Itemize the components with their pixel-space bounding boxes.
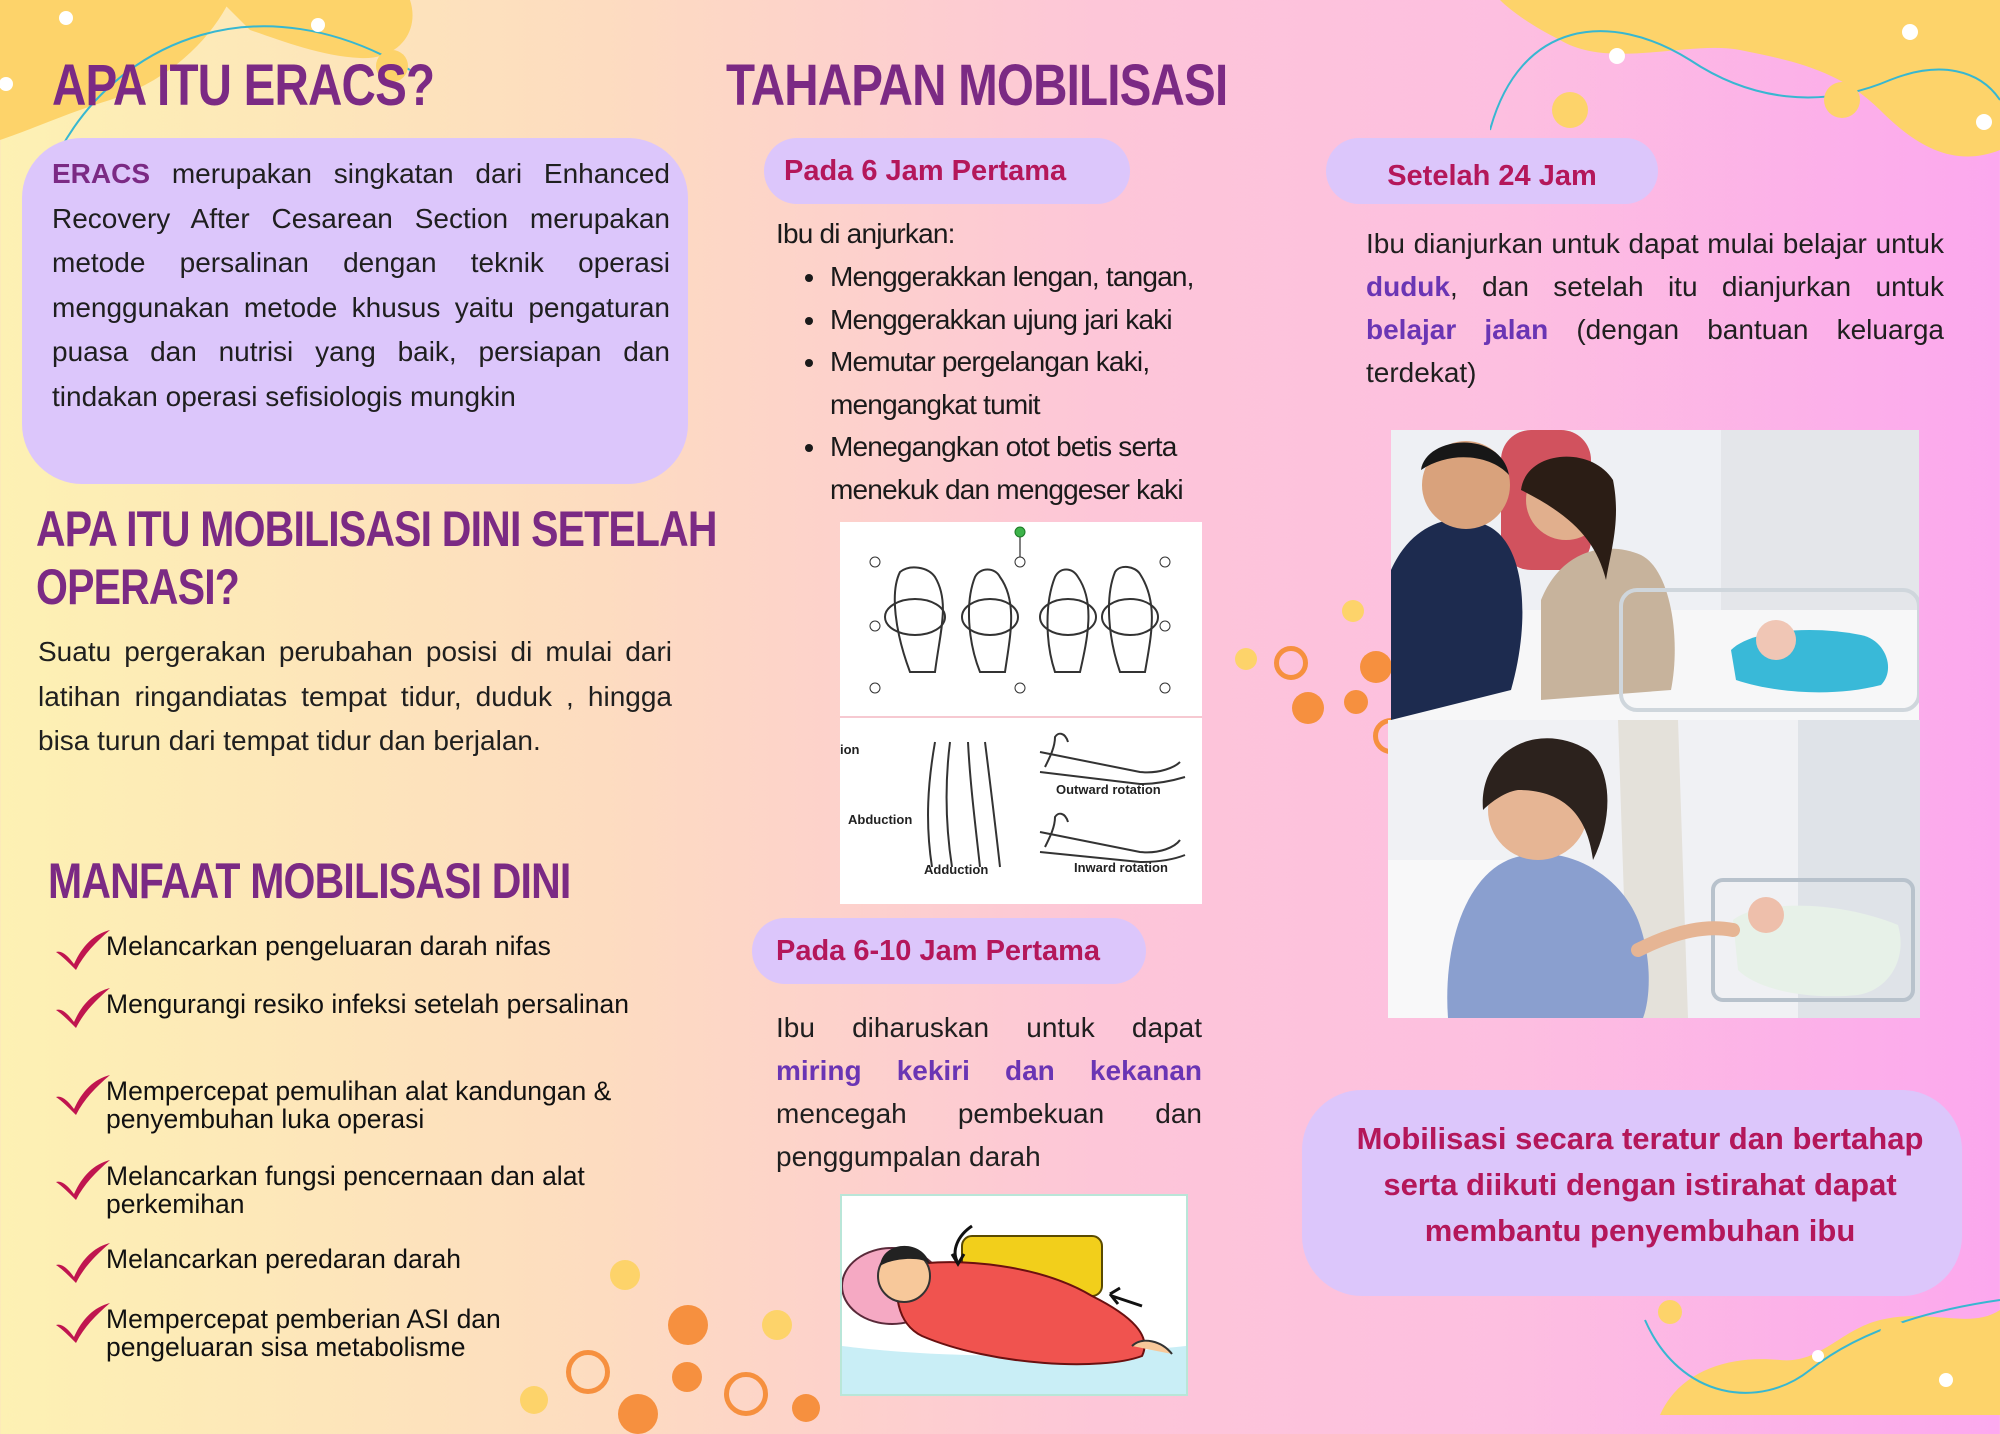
stage1-step-item: • Menggerakkan lengan, tangan, xyxy=(828,256,1256,299)
decor-ring xyxy=(1274,646,1308,680)
foot-exercise-drawing xyxy=(840,522,1202,904)
mobilisasi-heading xyxy=(36,500,717,616)
decor-dot xyxy=(1292,692,1324,724)
stage2-text-b: mencegah pembekuan dan penggumpalan darah xyxy=(776,1098,1202,1172)
benefit-text: Melancarkan peredaran darah xyxy=(106,1244,462,1274)
benefit-item xyxy=(54,932,654,960)
mother-with-baby-cot-photo xyxy=(1388,720,1920,1018)
benefit-item xyxy=(54,1305,654,1361)
check-icon xyxy=(54,928,110,970)
stage1-step-item: • Menegangkan otot betis serta menekuk dan menggeser kaki xyxy=(828,426,1256,511)
decor-dot xyxy=(618,1394,658,1434)
foot-exercise-figure xyxy=(840,522,1202,904)
decor-dot xyxy=(672,1362,702,1392)
decor-dot xyxy=(792,1394,820,1422)
side-lying-drawing xyxy=(842,1196,1186,1394)
stage3-description xyxy=(1366,222,1944,394)
stage1-step-item: • Menggerakkan ujung jari kaki xyxy=(828,299,1256,342)
stage3-text-c: (dengan bantuan keluarga terdekat) xyxy=(1366,314,1944,388)
eracs-desc-text: merupakan singkatan dari Enhanced Recovery After Cesarean Section merupakan metode persalinan dengan teknik operasi menggunakan metode khusus yaitu pengaturan puasa dan nutrisi yang baik, persiapan dan tindakan operasi sefisiologis mungkin xyxy=(52,158,670,412)
decor-ring xyxy=(724,1372,768,1416)
benefit-item xyxy=(54,990,654,1018)
adduction-label: Adduction xyxy=(924,862,989,877)
stage3-text-a: Ibu dianjurkan untuk dapat mulai belajar untuk xyxy=(1366,228,1944,259)
eracs-heading: APA ITU ERACS? xyxy=(52,53,435,118)
check-icon xyxy=(54,1241,110,1283)
mother-photo-drawing xyxy=(1388,720,1920,1018)
benefit-text: Melancarkan fungsi pencernaan dan alat perkemihan xyxy=(106,1161,585,1219)
stage1-steps xyxy=(776,256,1256,511)
decor-dot xyxy=(762,1310,792,1340)
stage3-label: Setelah 24 Jam xyxy=(1326,138,1658,204)
mobilisasi-heading-line2: OPERASI? xyxy=(36,559,240,615)
stage1-intro: Ibu di anjurkan: xyxy=(776,218,955,249)
decor-dot xyxy=(1235,648,1257,670)
check-icon xyxy=(54,1301,110,1343)
stage1-step-item: • Memutar pergelangan kaki, mengangkat tumit xyxy=(828,341,1256,426)
tahapan-heading: TAHAPAN MOBILISASI xyxy=(726,53,1228,118)
stage2-description xyxy=(776,1006,1202,1178)
stage1-label: Pada 6 Jam Pertama xyxy=(764,138,1130,204)
eracs-description xyxy=(52,152,670,419)
couple-photo-drawing xyxy=(1391,430,1919,720)
benefit-item xyxy=(54,1245,654,1273)
side-lying-illustration xyxy=(840,1194,1188,1396)
stage2-text-a: Ibu diharuskan untuk dapat xyxy=(776,1012,1202,1043)
benefit-text: Mempercepat pemulihan alat kandungan & penyembuhan luka operasi xyxy=(106,1076,612,1134)
benefit-text: Mengurangi resiko infeksi setelah persalinan xyxy=(106,989,629,1019)
decor-dot xyxy=(668,1305,708,1345)
benefit-item xyxy=(54,1077,654,1133)
decor-dot xyxy=(1360,651,1392,683)
check-icon xyxy=(54,1073,110,1115)
decor-dot xyxy=(1342,600,1364,622)
stage2-highlight: miring kekiri dan kekanan xyxy=(776,1055,1202,1086)
stage3-text-b: , dan setelah itu dianjurkan untuk xyxy=(1450,271,1944,302)
mobilisasi-description: Suatu pergerakan perubahan posisi di mulai dari latihan ringandiatas tempat tidur, duduk , hingga bisa turun dari tempat tidur dan berjalan. xyxy=(38,636,672,756)
stage3-highlight-jalan: belajar jalan xyxy=(1366,314,1549,345)
mobilisasi-heading-line1: APA ITU MOBILISASI DINI SETELAH xyxy=(36,501,717,557)
stage2-label: Pada 6-10 Jam Pertama xyxy=(752,918,1146,984)
partial-label: ion xyxy=(840,742,860,757)
eracs-term: ERACS xyxy=(52,158,151,189)
stage3-highlight-duduk: duduk xyxy=(1366,271,1450,302)
inward-rotation-label: Inward rotation xyxy=(1074,860,1168,875)
outward-rotation-label: Outward rotation xyxy=(1056,782,1161,797)
manfaat-heading: MANFAAT MOBILISASI DINI xyxy=(48,853,571,909)
check-icon xyxy=(54,986,110,1028)
check-icon xyxy=(54,1158,110,1200)
decor-dot xyxy=(1344,690,1368,714)
benefit-text: Mempercepat pemberian ASI dan pengeluaran sisa metabolisme xyxy=(106,1304,501,1362)
couple-with-newborn-photo xyxy=(1391,430,1919,720)
benefit-text: Melancarkan pengeluaran darah nifas xyxy=(106,931,551,961)
closing-message: Mobilisasi secara teratur dan bertahap serta diikuti dengan istirahat dapat membantu penyembuhan ibu xyxy=(1356,1121,1924,1248)
benefit-item xyxy=(54,1162,654,1218)
abduction-label: Abduction xyxy=(848,812,913,827)
decor-dot xyxy=(520,1386,548,1414)
